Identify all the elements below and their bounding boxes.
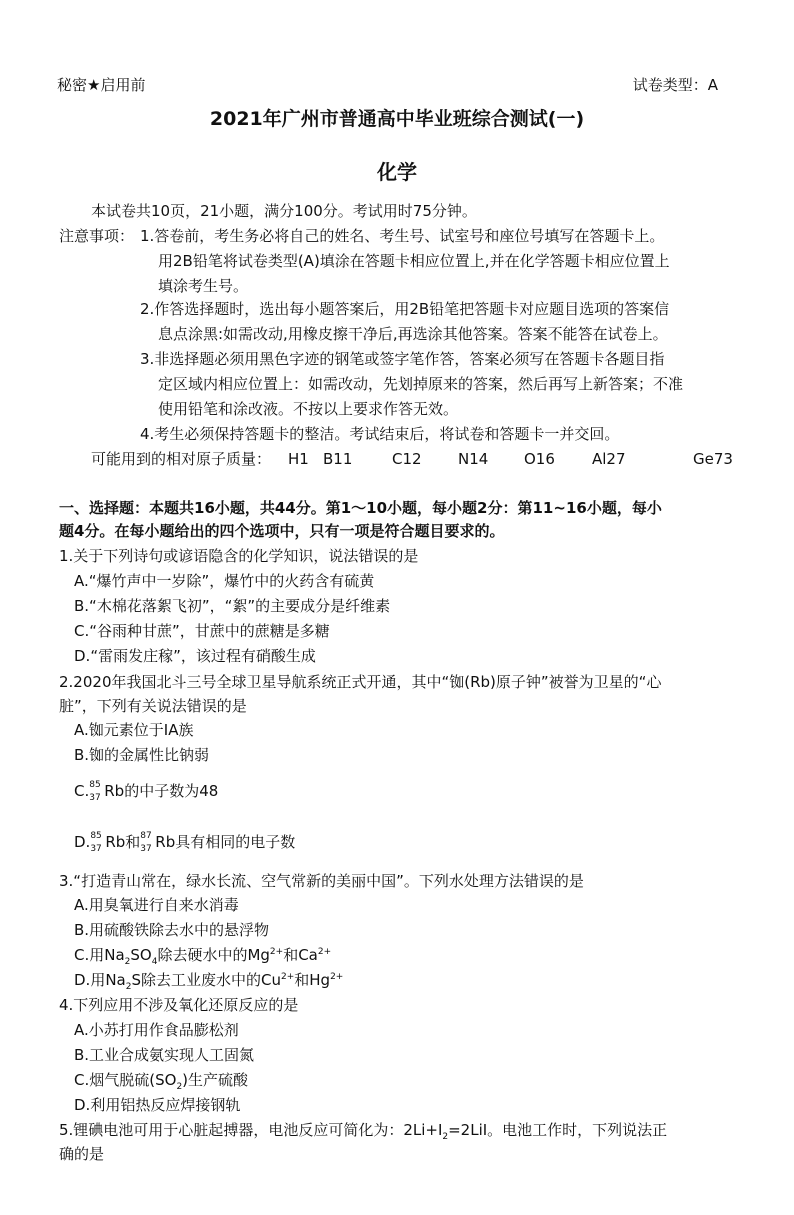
question-5-stem-line-2: 确的是 xyxy=(59,1145,105,1163)
question-3-stem: 3.“打造青山常在，绿水长流、空气常新的美丽中国”。下列水处理方法错误的是 xyxy=(59,872,584,890)
atomic-mass-c: C12 xyxy=(392,450,422,468)
exam-title: 2021年广州市普通高中毕业班综合测试(一) xyxy=(209,108,585,130)
notice-3-line-3: 使用铅笔和涂改液。不按以上要求作答无效。 xyxy=(158,400,459,418)
isotope-rb-85 xyxy=(89,780,103,804)
atomic-mass-n: N14 xyxy=(458,450,489,468)
option-d-text-end: Rb具有相同的电子数 xyxy=(155,833,296,851)
question-3-option-d: D.用$Na_2S$除去工业废水中的$Cu^{2+}$和$Hg^{2+}$ xyxy=(74,971,344,992)
question-1-option-b: B.“木棉花落絮飞初”，“絮”的主要成分是纤维素 xyxy=(74,597,391,615)
intro-line: 本试卷共10页，21小题，满分100分。考试用时75分钟。 xyxy=(91,202,477,220)
atomic-mass-o: O16 xyxy=(524,450,555,468)
notice-2-line-1: 2.作答选择题时，选出每小题答案后，用2B铅笔把答题卡对应题目选项的答案信 xyxy=(140,300,670,318)
option-d-text-mid: Rb和 xyxy=(105,833,141,851)
question-2-option-d xyxy=(74,828,295,856)
question-1-option-a: A.“爆竹声中一岁除”，爆竹中的火药含有硫黄 xyxy=(74,572,375,590)
question-4-option-d: D.利用铝热反应焊接钢轨 xyxy=(74,1096,241,1114)
question-1-option-c: C.“谷雨种甘蔗”，甘蔗中的蔗糖是多糖 xyxy=(74,622,330,640)
atomic-mass-ge: Ge73 xyxy=(693,450,733,468)
option-c-letter: C. xyxy=(74,782,90,800)
confidential-label: 秘密★启用前 xyxy=(57,76,146,94)
atomic-mass-h: H1 xyxy=(288,450,309,468)
question-3-option-a: A.用臭氧进行自来水消毒 xyxy=(74,896,239,914)
question-1-option-d: D.“雷雨发庄稼”，该过程有硝酸生成 xyxy=(74,647,316,665)
notice-1-line-3: 填涂考生号。 xyxy=(158,277,249,295)
notice-1-line-2: 用2B铅笔将试卷类型(A)填涂在答题卡相应位置上,并在化学答题卡相应位置上 xyxy=(158,252,670,270)
isotope-mass-number: 85 xyxy=(90,830,102,841)
question-4-stem: 4.下列应用不涉及氧化还原反应的是 xyxy=(59,996,299,1014)
isotope-atomic-number: 37 xyxy=(89,792,101,803)
question-3-option-c: C.用$Na_2SO_4$除去硬水中的$Mg^{2+}$和$Ca^{2+}$ xyxy=(74,946,332,967)
option-c-text: Rb的中子数为48 xyxy=(104,782,219,800)
question-2-stem-line-2: 脏”，下列有关说法错误的是 xyxy=(59,697,247,715)
question-3-option-b: B.用硫酸铁除去水中的悬浮物 xyxy=(74,921,270,939)
question-2-option-c xyxy=(74,777,218,805)
notice-3-line-1: 3.非选择题必须用黑色字迹的钢笔或签字笔作答，答案必须写在答题卡各题目指 xyxy=(140,350,665,368)
isotope-rb-85 xyxy=(90,831,104,855)
notice-label: 注意事项： xyxy=(59,227,135,245)
notice-4-line-1: 4.考生必须保持答题卡的整洁。考试结束后，将试卷和答题卡一并交回。 xyxy=(140,425,620,443)
question-2-option-a: A.铷元素位于IA族 xyxy=(74,721,194,739)
atomic-mass-label: 可能用到的相对原子质量： xyxy=(91,450,272,468)
atomic-mass-b: B11 xyxy=(323,450,353,468)
paper-type-label: 试卷类型：A xyxy=(632,76,718,94)
notice-3-line-2: 定区域内相应位置上：如需改动，先划掉原来的答案，然后再写上新答案；不准 xyxy=(158,375,684,393)
isotope-rb-87 xyxy=(140,831,154,855)
notice-1-line-1: 1.答卷前，考生务必将自己的姓名、考生号、试室号和座位号填写在答题卡上。 xyxy=(140,227,665,245)
isotope-atomic-number: 37 xyxy=(140,843,152,854)
subject-title: 化学 xyxy=(377,160,417,184)
isotope-mass-number: 85 xyxy=(89,779,101,790)
question-4-option-c: C.烟气脱硫$(SO_2)$生产硫酸 xyxy=(74,1071,249,1092)
question-5-stem-line-1: 5.锂碘电池可用于心脏起搏器，电池反应可简化为：$2Li+I_2=2LiI$。电池工作时，下列说法正 xyxy=(59,1121,668,1142)
section-1-heading-line-2: 题4分。在每小题给出的四个选项中，只有一项是符合题目要求的。 xyxy=(59,522,505,540)
question-2-stem-line-1: 2.2020年我国北斗三号全球卫星导航系统正式开通，其中“铷(Rb)原子钟”被誉为卫星的“心 xyxy=(59,673,662,691)
question-4-option-a: A.小苏打用作食品膨松剂 xyxy=(74,1021,239,1039)
question-2-option-b: B.铷的金属性比钠弱 xyxy=(74,746,210,764)
section-1-heading-line-1: 一、选择题：本题共16小题，共44分。第1～10小题，每小题2分：第11~16小题，每小 xyxy=(59,499,662,517)
isotope-mass-number: 87 xyxy=(140,830,152,841)
isotope-atomic-number: 37 xyxy=(90,843,102,854)
notice-2-line-2: 息点涂黑:如需改动,用橡皮擦干净后,再选涂其他答案。答案不能答在试卷上。 xyxy=(158,325,668,343)
question-4-option-b: B.工业合成氨实现人工固氮 xyxy=(74,1046,255,1064)
question-1-stem: 1.关于下列诗句或谚语隐含的化学知识，说法错误的是 xyxy=(59,547,419,565)
atomic-mass-al: Al27 xyxy=(592,450,626,468)
option-d-letter: D. xyxy=(74,833,91,851)
